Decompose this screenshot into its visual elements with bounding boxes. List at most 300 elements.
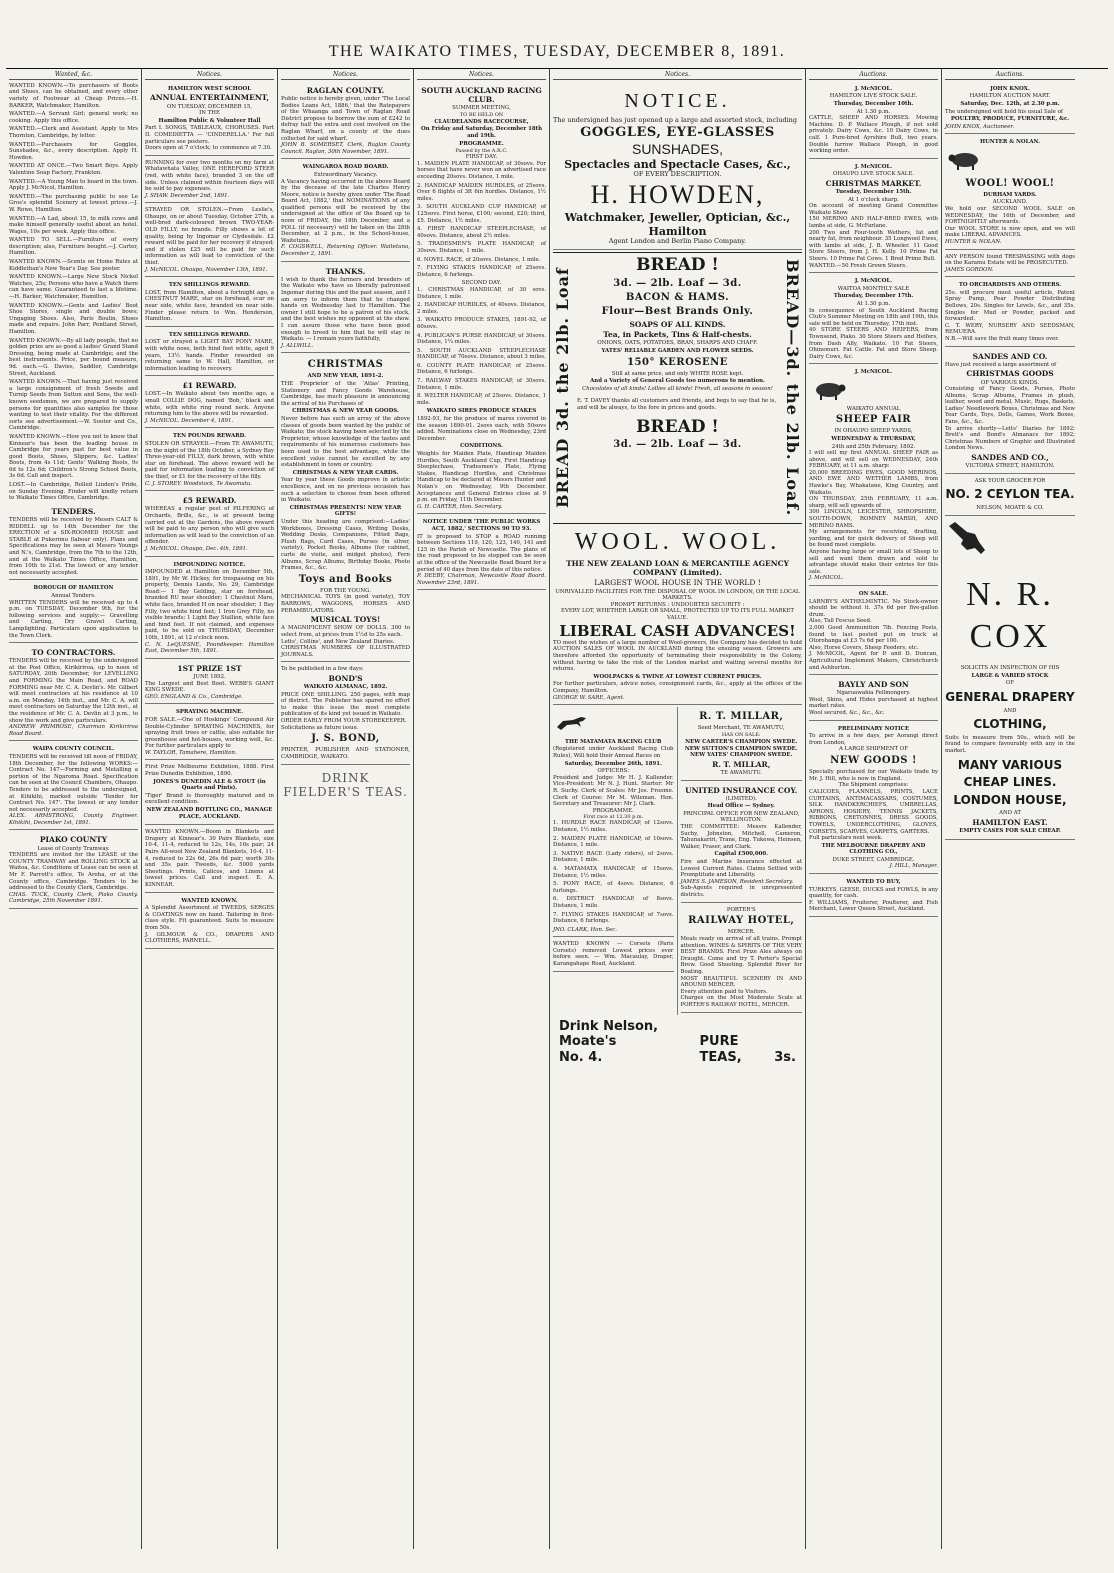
ad-subheading: SUMMER MEETING,	[452, 105, 511, 112]
ad-heading: WAITOA MONTHLY SALE	[837, 285, 910, 292]
ad-subheading: CHRISTMAS & NEW YEAR GOODS.	[292, 408, 399, 415]
ad-subheading: PORTER'S	[726, 906, 756, 913]
knox-mart-ad	[945, 83, 1075, 135]
ad-subheading: MERCER.	[727, 929, 755, 936]
ad-title: CHRISTMAS MARKET.	[825, 178, 922, 188]
ad-line: And a Variety of General Goods too numerous to mention.	[590, 378, 765, 385]
ad-text: 25s. will procure most useful article, Patent Spray Pump, Pear Powder Distributing Bellows, 20s. Singles for Levels, &c., and 35s. Singles for Mud or Powder, packed and forwarded.	[945, 289, 1075, 323]
public-works-ad	[417, 516, 546, 590]
race-item: 3. SOUTH AUCKLAND CUP HANDICAP, of 125sovs. First horse, £100; second, £20; third, £5. Distance, 1½ miles.	[417, 204, 546, 224]
ad-heading: R. T. MILLAR,	[712, 759, 771, 769]
race-list	[553, 820, 674, 924]
ad-subheading: Ngaruawahia Fellmongery.	[836, 690, 911, 697]
auctioneer-name: J. McNICOL.	[854, 85, 893, 92]
ad-heading: TEN SHILLINGS REWARD.	[168, 331, 251, 338]
wanted-item: WANTED KNOWN.—By all lady people, that no golden prize are as good a ladies' Grand Stand Dressing, being made at Cambridge; and the best instruments. Price, per bound measure, 9d. each.—G. Davies, Saddler, Cambridge Street, Auckland.	[9, 337, 138, 377]
ad-text: TENDERS are invited for the LEASE of the COUNTY TRAMWAY and ROLLING STOCK at Waitoa, &c. Conditions of Lease can be seen at Mr F. Parrott's office, Te Aroha, or at the County office, Cambridge. Tenders to be addressed to the County Clerk, Cambridge.	[9, 852, 138, 892]
ad-text: Part I. SONGS, TABLEAUX, CHORUSES. Part II. COMEDIETTA — 'CINDERELLA.' For full particulars see posters.	[145, 125, 274, 145]
ad-text: IT is proposed to STOP a ROAD running between Sections 119, 120, 123, 140, 141 and 125 in the Parish of Newcastle. The plans of the road proposed to be stopped can be seen at the office of the Newcastle Road Board for a period of 40 days from the date of this notice.	[417, 533, 546, 573]
race-item: 2. MAIDEN PLATE HANDICAP, of 10sovs. Distance, 1 mile.	[553, 835, 674, 849]
ad-subheading: WAIKATO ANNUAL	[846, 405, 901, 412]
ad-text: ORDER EARLY FROM YOUR STOREKEEPER.	[281, 718, 407, 725]
dunedin-ale-ad	[145, 762, 274, 825]
ad-signature: JOHN KNOX, Auctioneer.	[945, 123, 1015, 130]
ad-text: TENDERS will be received by Messrs CALT & RIDDELL up to 14th December for the ERECTION of a SIX-ROOMED HOUSE and STABLE at Pukerimu (labour only). Plans and Specifications may be seen at Messrs Youngs and N.'s, Cambridge, from the 7th to the 12th, and at the Waikato Times Office, Hamilton, from 10th to 21st. The lowest or any tender not necessarily accepted.	[9, 517, 138, 576]
ad-heading: BREAD !	[636, 254, 719, 275]
ad-line: PROMPT RETURNS : UNDOUBTED SECURITY :	[610, 601, 745, 608]
ad-heading: RAGLAN COUNTY.	[306, 85, 385, 95]
ad-heading: MANY VARIOUS	[957, 757, 1063, 772]
ad-heading: HAMILTON LIVE STOCK SALE.	[829, 93, 918, 100]
ad-text: OF EVERY DESCRIPTION.	[633, 170, 722, 179]
ad-heading: THE MATAMATA RACING CLUB	[565, 738, 662, 745]
corsets-ad	[553, 939, 674, 971]
ad-signature: GEORGE W. SARE, Agent.	[553, 694, 625, 701]
ad-heading: £5 REWARD.	[182, 496, 237, 506]
wanted-item: WANTED KNOWN.—How you not to know that Kinnear's has been the leading house in Cambridge for years past for best value in good Boots, Shoes, Slippers, &c. Ladies' Boots, from 4s 11d; Gents' Walking Boots, 9s 6d to 12s 6d; Children's Strong School Boots, 3s 6d. Call and inspect.	[9, 433, 138, 480]
ad-text: In consequence of South Auckland Racing Club's Summer Meeting on 18th and 19th, this sale will be held on Thursday, 17th inst.	[809, 307, 938, 327]
sheep-icon	[809, 379, 849, 401]
ad-heading: JONES'S DUNEDIN ALE & STOUT (in Quarts and Pints).	[153, 778, 266, 792]
wanted-item: LOST.—In Cambridge, Rolled Linden's Pride, on Sunday Evening. Finder will kindly return to Waikato Times Office, Cambridge.	[9, 482, 138, 502]
ad-heading: TENDERS.	[51, 506, 96, 516]
advertiser-title: Watchmaker, Jeweller, Optician, &c., Hamilton	[564, 211, 791, 238]
ad-heading: CHEAP LINES.	[963, 775, 1057, 790]
ad-heading: TEN POUNDS REWARD.	[172, 433, 247, 440]
ad-text: (Registered under Auckland Racing Club Rules), Will hold their Annual Races on	[553, 746, 674, 759]
ad-text: TO BE HELD ON	[459, 111, 504, 118]
ad-text: N.B.—Will save the fruit many times over.	[945, 336, 1060, 343]
ad-date: Thursday, December 17th.	[833, 293, 914, 300]
ad-date: Tuesday, December 15th.	[835, 189, 912, 196]
ad-text: A MAGNIFICENT SHOW OF DOLLS. 300 to select from, at prices from 1½d to 25s each.	[281, 625, 410, 638]
column-notices-wide	[550, 69, 806, 1549]
ad-text: Every attention paid to Visitors.	[680, 988, 768, 995]
column-notices-3	[414, 69, 550, 1549]
race-item: 4. MATAMATA HANDICAP, of 15sovs. Distance, 1½ miles.	[553, 865, 674, 879]
ad-text: ON THURSDAY, 25th FEBRUARY, 11 a.m. sharp, will sell upwards of	[809, 496, 938, 509]
ad-text: Suits to measure from 50s., which will be found to compare favourably with any in the market.	[945, 734, 1075, 754]
ad-line: YATES' RELIABLE GARDEN AND FLOWER SEEDS.	[601, 348, 754, 355]
ad-text: MOST BEAUTIFUL SCENERY IN AND AROUND MERCER.	[680, 975, 802, 989]
race-item: 5. PONY RACE, of 4sovs. Distance, 6 furlongs.	[553, 881, 674, 894]
ad-signature: ANDREW PRIMROSE, Chairman Kirikiriroa Road Board.	[9, 724, 138, 737]
ad-text: 200 Two and Four-tooth Wethers, fat and nearly fat, from neighbour. 35 Longwool Ewes, with lambs at side, J. B. Wheeler. 11 Good Store Steers, from J. H. Kelly. 10 Prime Fat Steers. 10 Prime Fat Cows. 1 Bred Prime Bull.	[809, 229, 938, 263]
impounding-ad	[145, 559, 274, 659]
column-heading: Notices.	[417, 71, 546, 80]
ad-heading: HAMILTON EAST.	[972, 818, 1048, 827]
ad-line: UNRIVALLED FACILITIES FOR THE DISPOSAL OF WOOL IN LONDON, OR THE LOCAL MARKETS.	[555, 588, 800, 602]
ad-text: 40 STORE STEERS AND HEIFERS, from Townsend, Piako. 30 Store Steers and Heifers, from Dash Ally, Waikato. 10 Fat Steers, Ohinemuri. Fat Cattle. Fat and Store Sheep. Dairy Cows, &c.	[809, 327, 938, 360]
auctioneer-name: J. McNICOL.	[854, 369, 893, 376]
ad-title: SUNSHADES,	[631, 141, 724, 157]
ad-heading: CLOTHING,	[973, 717, 1047, 732]
column-notices-2	[278, 69, 414, 1549]
wide-lower-left	[553, 707, 678, 1014]
ad-heading: Toys and Books	[298, 573, 393, 585]
ad-heading: HAMILTON AUCTION MART.	[969, 93, 1051, 100]
ad-text: The undersigned will hold his usual Sale of	[945, 108, 1063, 115]
ad-price: 3d. — 2lb. Loaf — 3d.	[613, 277, 742, 289]
ad-time: At 1.30 p.m.	[856, 301, 891, 307]
wanted-item: WANTED KNOWN.—That having just received a large consignment of fresh Swede and Turnip Seeds from Sutton and Sons, the well-known seedsmen, we are prepared to supply persons for quantities also samples for those wanting to test their vitality. For the different sorts see advertisement.—W. Souter and Co., Cambridge.	[9, 379, 138, 432]
ad-signature: F. WILLIAMS, Fruiterer, Poulterer, and Fish Merchant, Lower Queen Street, Auckland.	[809, 899, 938, 913]
wanted-item: WANTED.—A Servant Girl; general work; no cooking. Apply this office.	[9, 111, 138, 124]
ad-text: The undersigned has just opened up a large and assorted stock, including	[553, 116, 797, 125]
ad-subheading: Extraordinary Vacancy.	[313, 171, 378, 178]
wanted-item: WANTED.—The purchasing public to see Le Gros's splendid Scenery at lowest prices.—J. W. Rowe, Hamilton.	[9, 193, 138, 213]
ad-text: WRITTEN TENDERS will be received up to 4 p.m. on TUESDAY, December 9th, for the following services and supply:— Gravelling and Carting, Dry Gravel Carting, Lamplighting. Particulars upon application to the Town Clerk.	[9, 599, 138, 639]
ad-text: PRICE ONE SHILLING. 250 pages, with map of district. The Publisher has spared no effort to make this issue the most complete publication of its kind yet issued in Waikato.	[281, 691, 410, 718]
wool-loan-ad	[553, 524, 802, 705]
ad-signature: C. T. WERY, NURSERY AND SEEDSMAN, REMUERA.	[945, 322, 1075, 336]
ad-text: OF VARIOUS KINDS.	[980, 379, 1040, 386]
ad-date: 24th and 25th February, 1892.	[831, 443, 916, 450]
ad-heading: 1ST PRIZE 1ST	[177, 663, 242, 673]
wanted-item: WANTED.—Purchasers for Goggles, Sunshades, &c., every description. Apply H. Howden.	[9, 141, 138, 161]
ad-subheading: LARGE & VARIED STOCK	[971, 672, 1049, 679]
ad-heading: SHEEP FAIR	[835, 414, 912, 426]
ad-signature: J. McNICOL.	[809, 575, 844, 582]
ad-text: CHRISTMAS NUMBERS OF ILLUSTRATED JOURNALS.	[281, 645, 410, 658]
ad-signature: J. McNICOL, Agent for P. and D. Duncan, Agricultural Implement Makers, Christchurch and Ashburton.	[809, 651, 938, 671]
ad-signature: J. GILMOUR & CO., DRAPERS AND CLOTHIERS, PARNELL.	[145, 931, 274, 945]
ad-time: At 1.30 p.m.	[856, 108, 891, 115]
ad-text: Anyone having large or small lots of Sheep to sell and want them drawn and sold to advantage should make their entries for this sale.	[809, 549, 938, 575]
durham-wool-ad	[945, 136, 1075, 249]
onsale-ad	[809, 588, 938, 675]
ad-text: A Vacancy having occurred in the above Board by the decease of the late Charles Henry Moore, notice is hereby given under 'The Road Board Act, 1882,' that NOMINATIONS of any qualified persons will be received by the undersigned at the office of the Board up to noon of FRIDAY, the 18th December, and a POLL (if necessary) will be taken on the 28th December, at 2 p.m., in the School-house, Waitetuna.	[281, 178, 410, 244]
ad-heading: CHRISTMAS	[307, 359, 384, 371]
ad-text: VICTORIA STREET, HAMILTON.	[965, 463, 1055, 470]
race-item: 2. HANDICAP HURDLES, of 40sovs. Distance, 2 miles.	[417, 302, 546, 315]
ad-text: Fire and Marine Insurance effected at Lowest Current Rates. Claims Settled with Promptitude and Liberality.	[680, 859, 802, 879]
ad-heading: GENERAL DRAPERY	[945, 689, 1075, 704]
ad-text: WANTED KNOWN — Corsets (Paris Corsets) removed Lowest prices ever before seen. — Wm. Macaulay, Draper, Karangahape Road, Auckland.	[553, 941, 674, 968]
ad-signature: J. ALLWILL.	[281, 342, 314, 349]
ad-heading: IMPOUNDING NOTICE.	[173, 561, 246, 568]
ad-heading: WOOL. WOOL.	[574, 528, 781, 555]
ad-text: WANTED.—50 Fresh Grown Steers.	[809, 262, 907, 269]
spraying-ad	[145, 706, 274, 760]
ad-heading: PRELIMINARY NOTICE	[837, 725, 910, 732]
race-item: 3. NATIVE RACE (Lady riders), of 2sovs. Distance, 1 mile.	[553, 850, 674, 864]
ad-text: ASK YOUR GROCER FOR	[974, 477, 1046, 484]
ad-date: Saturday, Dec. 12th, at 2.30 p.m.	[960, 101, 1060, 108]
ad-text: To be published in a few days:	[281, 666, 364, 673]
ad-signature: JAMES GORDON.	[945, 266, 994, 273]
school-ad	[145, 83, 274, 156]
ad-heading: LONDON HOUSE,	[953, 792, 1067, 807]
race-item: 7. FLYING STAKES HANDICAP, of 25sovs. Distance, 6 furlongs.	[417, 265, 546, 278]
race-item: 3. WAIKATO PRODUCE STAKES, 1891-92, of 60sovs.	[417, 317, 546, 330]
ad-text: WANTED KNOWN.—Boom in Blankets and Drapery at Kinnear's. 30 Pairs Blankets, size 10-4, 11-4, reduced to 12s, 14s, 16s pair; 24 Pairs All-wool New Zealand Blankets, 10-4, 11-4, reduced to 22s 6d, 26s 6d pair; worth 30s and 35s pair. Tweeds, &c. 5000 yards Sheetings. Prints, Calicos, and Linens at lowest prices. Call and inspect. E. A. KINNEAR.	[145, 829, 274, 888]
columns	[6, 69, 1108, 1549]
melbourne-drapery-ad	[809, 723, 938, 874]
ad-subheading: TE AWAMUTU.	[720, 769, 762, 776]
column-wanted	[6, 69, 142, 1549]
ad-text: Full particulars next week.	[809, 835, 883, 842]
ad-text: Capital £500,000.	[714, 851, 769, 858]
ad-text: RUNNING for over two months on my farm at Whatawhata Valley, ONE HEREFORD STEER (red, with white face), branded 3 on the off side. Unless claimed within fourteen days will be sold to pay expenses.	[145, 159, 274, 193]
ad-text: Our WOOL STORE is now open, and we will make LIBERAL ADVANCES.	[945, 225, 1075, 239]
wanted-to-buy-ad	[809, 876, 938, 917]
ad-text: 'Tiger' Brand is thoroughly matured and in excellent condition.	[145, 792, 274, 806]
ad-text: On account of meeting Grand Committee Waikato Show.	[809, 203, 938, 216]
ad-heading: TEN SHILLINGS REWARD.	[168, 282, 251, 289]
ad-text: Meals ready on arrival of all trains. Prompt attention. WINES & SPIRITS OF THE VERY BEST BRANDS. First Prize Ales always on Draught. Come and try T. Porter's Special Brew. Good Shooting. Splendid River for Boating.	[680, 935, 802, 975]
racing-ad	[417, 83, 546, 515]
ad-text: First race at 12.30 p.m.	[583, 814, 644, 821]
column-auctions-2	[942, 69, 1078, 1549]
ad-text: LARNBY'S ANTHELMINTIC. No Stock-owner should be without it. 37s 6d per five-gallon drum.	[809, 598, 938, 618]
ad-title: ANNUAL ENTERTAINMENT,	[149, 93, 270, 103]
ad-heading: WANTED KNOWN.	[181, 897, 238, 904]
race-item: 5. TRADESMEN'S PLATE HANDICAP, of 30sovs. Distance, 1 mile.	[417, 241, 546, 254]
ad-text: AND	[1003, 707, 1017, 714]
almanac-ad	[281, 664, 410, 764]
wanted-item: WANTED KNOWN.—Scents on Home Rules at Kiddlethan's New Year's Day. See poster.	[9, 259, 138, 272]
piako-ad	[9, 832, 138, 908]
ad-heading: NEW GOODS !	[830, 754, 917, 766]
race-item: 2. HANDICAP MAIDEN HURDLES, of 25sovs. Over 6 flights of 3ft 6in hurdles. Distance, 1½ miles.	[417, 182, 546, 202]
ad-text: Also, Tall Fescue Seed.	[809, 618, 872, 625]
trespass-ad	[945, 252, 1075, 278]
ad-time: At 1 o'clock sharp.	[848, 196, 899, 203]
ad-text: Year by year these Goods improve in artistic excellence, and on no previous occasion has such a selection to choose from been offered in Waikato.	[281, 477, 410, 504]
tea-left	[559, 1019, 700, 1067]
ad-signature: C. N. LeQUESNE, Poundkeeper. Hamilton East, December 5th, 1891.	[145, 641, 274, 655]
ad-subheading: FOR THE YOUNG.	[320, 587, 371, 594]
ad-heading: SOUTH AUCKLAND RACING CLUB.	[421, 85, 542, 104]
race-item: 4. PUBLICAN'S PURSE HANDICAP, of 30sovs. Distance, 1¼ miles.	[417, 332, 546, 346]
ad-signature: J. McNICOL. Ohaupo, November 13th, 1891.	[145, 266, 268, 273]
ad-subheading: OFFICERS:	[597, 768, 630, 775]
race-item: 1. HURDLE RACE HANDICAP, of 12sovs. Distance, 1½ miles.	[553, 820, 674, 833]
kinnear-ad	[145, 827, 274, 892]
ad-subheading: MUSICAL TOYS!	[310, 615, 381, 625]
ad-signature: P. DEEBY, Chairman, Newcastle Road Board. November 23rd, 1891.	[417, 573, 546, 586]
ad-price: 3s.	[774, 1050, 796, 1066]
sandes-ad	[945, 349, 1075, 474]
millar-ad	[681, 707, 803, 780]
ad-heading: OHAUPO LIVE STOCK SALE.	[833, 171, 914, 178]
ad-text: I will sell my first ANNUAL SHEEP FAIR as above, and will sell on WEDNESDAY, 24th FEBRUARY, at 11 a.m. sharp:	[809, 450, 938, 470]
ad-heading: THANKS.	[325, 266, 366, 276]
ad-text: THE Proprietor of the 'Atlas' Printing, Stationery and Fancy Goods Warehouse, Cambridge, has much pleasure in announcing the arrival of his Purchases of	[281, 381, 410, 407]
ad-line: BACON & HAMS.	[625, 291, 730, 303]
ad-text: To arrive in a few days, per Aorangi direct from London,	[809, 733, 938, 746]
ad-text: Also, Horse Covers, Sheep Feeders, etc.	[809, 644, 919, 651]
wanted-item: WANTED.—Clerk and Assistant. Apply to Mrs Thornton, Cambridge, by letter.	[9, 126, 138, 139]
running-ad	[145, 158, 274, 204]
ad-text: EMPTY CASES FOR SALE CHEAP.	[959, 828, 1061, 835]
ad-text: TENDERS will be received by the undersigned at the Post Office, Kirikiriroa, up to noon of SATURDAY, 20th December, for LEVELLING and FORMING the Main Road, and ROAD FORMING near Mr. C. A. Devlin's. Mr. Gilbert will meet contractors at his residence at 10 a.m. on Monday, 14th inst., and Mr. C. A. will meet contractors on Saturday the 12th inst., at the residence of Mr. C. A. Devlin at 3 p.m., to show the work and give particulars.	[9, 658, 138, 724]
ad-text: Sub-Agents required in unrepresented districts.	[680, 885, 802, 898]
ad-subheading: Lease of County Tramway.	[37, 845, 110, 852]
column-heading: Notices.	[145, 71, 274, 80]
davey-bread-ad	[553, 252, 802, 524]
ad-heading: WAINGAROA ROAD BOARD.	[302, 164, 389, 171]
ad-signature: NELSON, MOATE & CO.	[976, 505, 1044, 511]
ad-text: WHEREAS a regular pest of PILFERING of Orchards, Brills, &c., is at present being carried out at the Gardens, the above reward will be paid to any person who will give such information as will lead to the conviction of an offender.	[145, 506, 274, 546]
column-heading: Auctions.	[945, 71, 1075, 80]
ad-text: E. T. DAVEY thanks all customers and friends, and begs to say that he is, and will be always, to the fore in prices and goods.	[577, 397, 777, 411]
ad-text: For further particulars, advice notes, consignment cards, &c., apply at the offices of the Company, Hamilton.	[553, 681, 802, 694]
ten-pounds-ad	[145, 430, 274, 491]
wanted-item: WANTED.—A Young Man to board in the town. Apply J. McNicol, Hamilton.	[9, 178, 138, 192]
wanted-item: WANTED KNOWN.—Gents and Ladies' Boot Shoe Stores, single and double bows; Ungaging Shoes. Also, Paris Boulin, Shoes made and repairs. John Parr, Pentland Street, Hamilton.	[9, 302, 138, 336]
auctioneer-name: J. McNICOL.	[854, 163, 893, 170]
ad-signature: JOHN B. SOMERSET, Clerk, Raglan County Council. Raglan, 30th November, 1891.	[281, 142, 410, 155]
ad-text: MECHANICAL TOYS (in good variety), TOY BARROWS, WAGGONS, HORSES AND PERAMBULATORS.	[281, 594, 410, 614]
race-item: 5. SOUTH AUCKLAND STEEPLECHASE HANDICAP, of 70sovs. Distance, about 3 miles.	[417, 347, 546, 361]
ad-text: Specially purchased for our Waikato trade by Mr. J. Hill, who is now in England.	[809, 769, 938, 782]
nrcox-ad	[945, 564, 1075, 840]
ad-subheading: SECOND DAY.	[461, 280, 502, 287]
wanted-item: WANTED KNOWN.—To purchasers of Boots and Shoes, can be obtained, and every other variety of Footwear at Cheap Prices.—H. BARKER, Watchmaker, Hamilton.	[9, 82, 138, 109]
ad-text: NEW CARTER'S CHAMPION SWEDE. NEW SUTTON'S CHAMPION SWEDE. NEW YATES' CHAMPION SWEDE.	[684, 739, 798, 759]
ad-text: The Largest and Best Boot. WEBB'S GIANT KING SWEDE.	[145, 680, 274, 694]
ad-heading: TO ORCHARDISTS AND OTHERS.	[958, 282, 1062, 289]
ad-text: LOST, from Hamilton, about a fortnight ago, a CHESTNUT MARE, star on forehead, scar on near side, white face, branded on near side. Finder please return to Wm. Henderson, Hamilton.	[145, 289, 274, 323]
faded-stamp: DRINK FIELDER'S TEAS.	[283, 770, 408, 800]
race-list	[417, 287, 546, 407]
ad-signature: G. H. CARTER, Hon. Secretary.	[417, 503, 503, 510]
ad-text: AND AT	[999, 810, 1021, 817]
ad-text: Wool, Skins, and Hides purchased at highest market rates.	[809, 696, 938, 710]
ad-text: A Splendid Assortment of TWEEDS, SERGES & COATINGS now on hand. Tailoring in first-class style. Fit guaranteed. Suits to measure from 50s.	[145, 905, 274, 931]
ad-heading: BREAD !	[636, 416, 719, 437]
ad-text: IN THE	[199, 110, 220, 117]
race-item: 6. DISTRICT HANDICAP, of 8sovs. Distance, 1 mile.	[553, 896, 674, 909]
ad-heading: WANTED TO BUY,	[846, 879, 901, 886]
ad-heading: WAIKATO ALMANAC, 1892.	[303, 684, 388, 691]
prize-ad	[145, 661, 274, 705]
ad-signature: HUNTER & NOLAN.	[945, 238, 1002, 245]
waitoa-sale-ad	[809, 275, 938, 364]
advertiser-name: N. R. COX	[966, 576, 1054, 655]
ad-text: Doors open at 7 o'clock; to commence at 7.30.	[145, 145, 272, 152]
railway-hotel-ad	[681, 905, 803, 1013]
ad-text: To arrive shortly—Letts' Diaries for 1892; Brett's and Bond's Almanacs for 1892; Christmas Numbers of Graphic and Illustrated London News.	[945, 425, 1075, 452]
wanted-item: WANTED TO SELL.—Furniture of every description; also, Furniture bought.—J. Carter, Hamilton.	[9, 237, 138, 257]
ad-text: Solicitations as future issue.	[281, 724, 359, 731]
howden-ad	[553, 83, 802, 250]
tenders-ad	[9, 504, 138, 580]
ad-heading: SANDES AND CO.	[972, 351, 1048, 361]
ad-line: EVERY LOT, WHETHER LARGE OR SMALL, PROTECTED UP TO ITS FULL MARKET VALUE.	[561, 608, 794, 621]
bread-vertical-left: BREAD 3d. the 2lb. Loaf	[553, 267, 572, 509]
ad-heading: LIBERAL CASH ADVANCES!	[559, 621, 796, 640]
ad-text: OF	[1005, 680, 1015, 687]
ad-text: LOST.—In Waikato about two months ago, a small COLLIE DOG, named 'Bob,' black and white, with white ring round neck. Anyone returning him to the above will be rewarded.	[145, 391, 274, 418]
ten-shillings-ad	[145, 279, 274, 327]
ad-subheading: PROGRAMME.	[459, 140, 504, 147]
ad-subheading: POULTRY, PRODUCE, FURNITURE, &c.	[950, 116, 1070, 123]
ad-line: LARGEST WOOL HOUSE IN THE WORLD !	[594, 578, 761, 588]
ad-heading: RAILWAY HOTEL,	[688, 915, 795, 927]
ad-subheading: (LIMITED).	[725, 795, 757, 802]
ad-subheading: CONDITIONS.	[460, 443, 503, 450]
ad-text: Head Office — Sydney.	[707, 803, 775, 810]
ad-text: THE COMMITTEE: Messrs Kallender, Suchy, Johnston, Mitchell, Cameron, Tahunakariri, Trane, Eng. Tukewa, Heinsen, Walker, Fraser, and Clark.	[680, 824, 802, 850]
ad-line: Tea, in Packets, Tins & Half-chests.	[603, 330, 752, 340]
ad-subheading: A LARGE SHIPMENT OF	[839, 746, 908, 753]
ad-signature: F. COGSWELL, Returning Officer. Waitetuna, December 2, 1891.	[281, 244, 410, 258]
sheep-icon	[945, 149, 985, 171]
ad-heading: BOND'S	[328, 673, 363, 683]
ad-text: PRINCIPAL OFFICE FOR NEW ZEALAND, WELLINGTON.	[683, 810, 800, 824]
ad-date: ON TUESDAY, DECEMBER 15,	[167, 103, 252, 110]
ad-text: Agent London and Berlin Piano Company.	[608, 236, 747, 245]
wanted-item: WANTED AT ONCE.—Two Smart Boys. Apply Valentine Soap Factory, Frankton.	[9, 163, 138, 176]
auctioneer-name: HUNTER & NOLAN.	[980, 139, 1040, 146]
ad-subheading: The Shipment comprises:	[838, 782, 909, 789]
bread-content	[573, 253, 782, 523]
ad-text: TURKEYS, GEESE, DUCKS and FOWLS, in any quantity, for cash.	[809, 886, 938, 900]
wanted-item: WANTED KNOWN.—Large New Stock Nickel Watches, 25s; Persons who have a Watch there can have same. Guaranteed to last a lifetime.—H. Barker, Watchmaker, Hamilton.	[9, 274, 138, 301]
race-item: 1. MAIDEN PLATE HANDICAP, of 30sovs. For horses that have never won an advertised race exceeding 20sovs. Distance, 1 mile.	[417, 160, 546, 181]
ad-heading: BAYLY AND SON	[838, 680, 909, 690]
strayed-ad	[145, 205, 274, 277]
raglan-ad	[281, 83, 410, 159]
ad-title: Spectacles and Spectacle Cases, &c.,	[564, 158, 791, 172]
ad-subheading: DURHAM YARDS.	[983, 191, 1037, 198]
ad-text: STOLEN OR STRAYED.—From TE AWAMUTU, on the night of the 18th October, a Sydney Bay Three-year-old FILLY, dark brown, with white star on forehead. The above reward will be paid for information leading to conviction of the thief, or £1 for the recovery of the filly.	[145, 441, 274, 481]
race-item: 6. NOVEL RACE, of 20sovs. Distance, 1 mile.	[417, 256, 541, 263]
ad-venue: Hamilton Public & Volunteer Hall	[158, 117, 261, 124]
ad-signature: CHAS. TUCK, County Clerk, Piako County. Cambridge, 25th November 1891.	[9, 891, 138, 905]
ad-subheading: PROGRAMME.	[592, 807, 634, 814]
race-item: 6. COUNTY PLATE HANDICAP, of 25sovs. Distance, 6 furlongs.	[417, 362, 546, 376]
ad-subheading: Annual Tenders.	[51, 592, 96, 599]
ad-text: Letts', Collins', and New Zealand Diaries.	[281, 638, 395, 645]
contractors-ad	[9, 645, 138, 741]
ad-line: WOOLPACKS & TWINE AT LOWEST CURRENT PRICES.	[593, 673, 762, 680]
pound-reward-ad	[145, 378, 274, 428]
wide-lower-right	[678, 707, 803, 1014]
ad-text: AUCKLAND.	[992, 199, 1028, 206]
nelson-tea-ad	[553, 1015, 802, 1071]
ad-text: HAS ON SALE:	[721, 731, 761, 738]
ad-text: My arrangements for receiving, drafting, yarding, and for quick delivery of Sheep will be found most complete.	[809, 529, 938, 549]
ad-subheading: WAIKATO SIRES PRODUCE STAKES	[426, 408, 537, 415]
ad-text: ANY PERSON found TRESPASSING with dogs on the Karamu Estate will be PROSECUTED.	[945, 253, 1075, 267]
ad-text: First Prize Melbourne Exhibition, 1888. First Prize Dunedin Exhibition, 1890.	[145, 764, 274, 778]
column-heading: Wanted, &c.	[9, 71, 138, 80]
ad-line: SOAPS OF ALL KINDS.	[629, 320, 726, 330]
ad-heading: HAMILTON WEST SCHOOL	[167, 85, 252, 92]
ad-date: Saturday, December 26th, 1891.	[564, 760, 662, 767]
ad-subheading: AND NEW YEAR, 1891-2.	[307, 373, 384, 380]
thanks-ad	[281, 264, 410, 354]
ad-text: Weights for Maiden Plate, Handicap Maiden Hurdles, South Auckland Cup, First Handicap Steeplechase, Tradesmen's Plate, Flying Stakes, Handicap Hurdles, and Christmas Handicap to be declared at Messrs Hunter and Nolan's on Wednesday, 9th December. Acceptances and General Entries close at 9 p.m. on Friday, 11th December.	[417, 451, 546, 504]
ad-subheading: Seed Merchant, TE AWAMUTU,	[697, 725, 785, 732]
united-insurance-ad	[681, 783, 803, 903]
ad-text: Charges on the Most Moderate Scale at PORTER'S RAILWAY HOTEL, MERCER.	[680, 995, 802, 1008]
ad-venue: CLAUDELANDS RACECOURSE,	[434, 118, 529, 125]
ad-signature: GEO. ENGLAND & Co., Cambridge.	[145, 693, 243, 700]
ad-text: Under this heading are comprised:—Ladies' Workboxes, Dressing Cases, Writing Desks, Wedding Desks, Companions, Fitted Bags, Plush Bags, Card Cases, Purses (in silver, variety), Pocket Books, Albums (for cabinet, carte de visite, and midget photos), Fern Albums, Scrap Albums, Birthday Books, Photo Frames, &c., &c.	[281, 518, 410, 572]
race-item: 7. FLYING STAKES HANDICAP, of 7sovs. Distance, 6 furlongs.	[553, 911, 674, 925]
ad-text: Consisting of Fancy Goods, Purses, Photo Albums, Scrap Albums, Frames in plush, leather, wood and metal, Music, Rugs, Baskets, Ladies' Needlework Boxes, Christmas and New Year Cards, Toys, Dolls, Games, Work Boxes, Fans, &c., &c.	[945, 386, 1075, 426]
ad-line: ONIONS, OATS, POTATOES, BRAN, SHARPS AND CHAFF.	[597, 340, 758, 347]
ad-signature: W. TAYLOR, Tamahere, Hamilton.	[145, 749, 237, 756]
race-item: 8. WELTER HANDICAP, of 25sovs. Distance, 1 mile.	[417, 393, 546, 406]
ad-title: THE NEW ZEALAND LOAN & MERCANTILE AGENCY COMPANY (Limited).	[566, 559, 789, 578]
column-heading: Auctions.	[809, 71, 938, 80]
